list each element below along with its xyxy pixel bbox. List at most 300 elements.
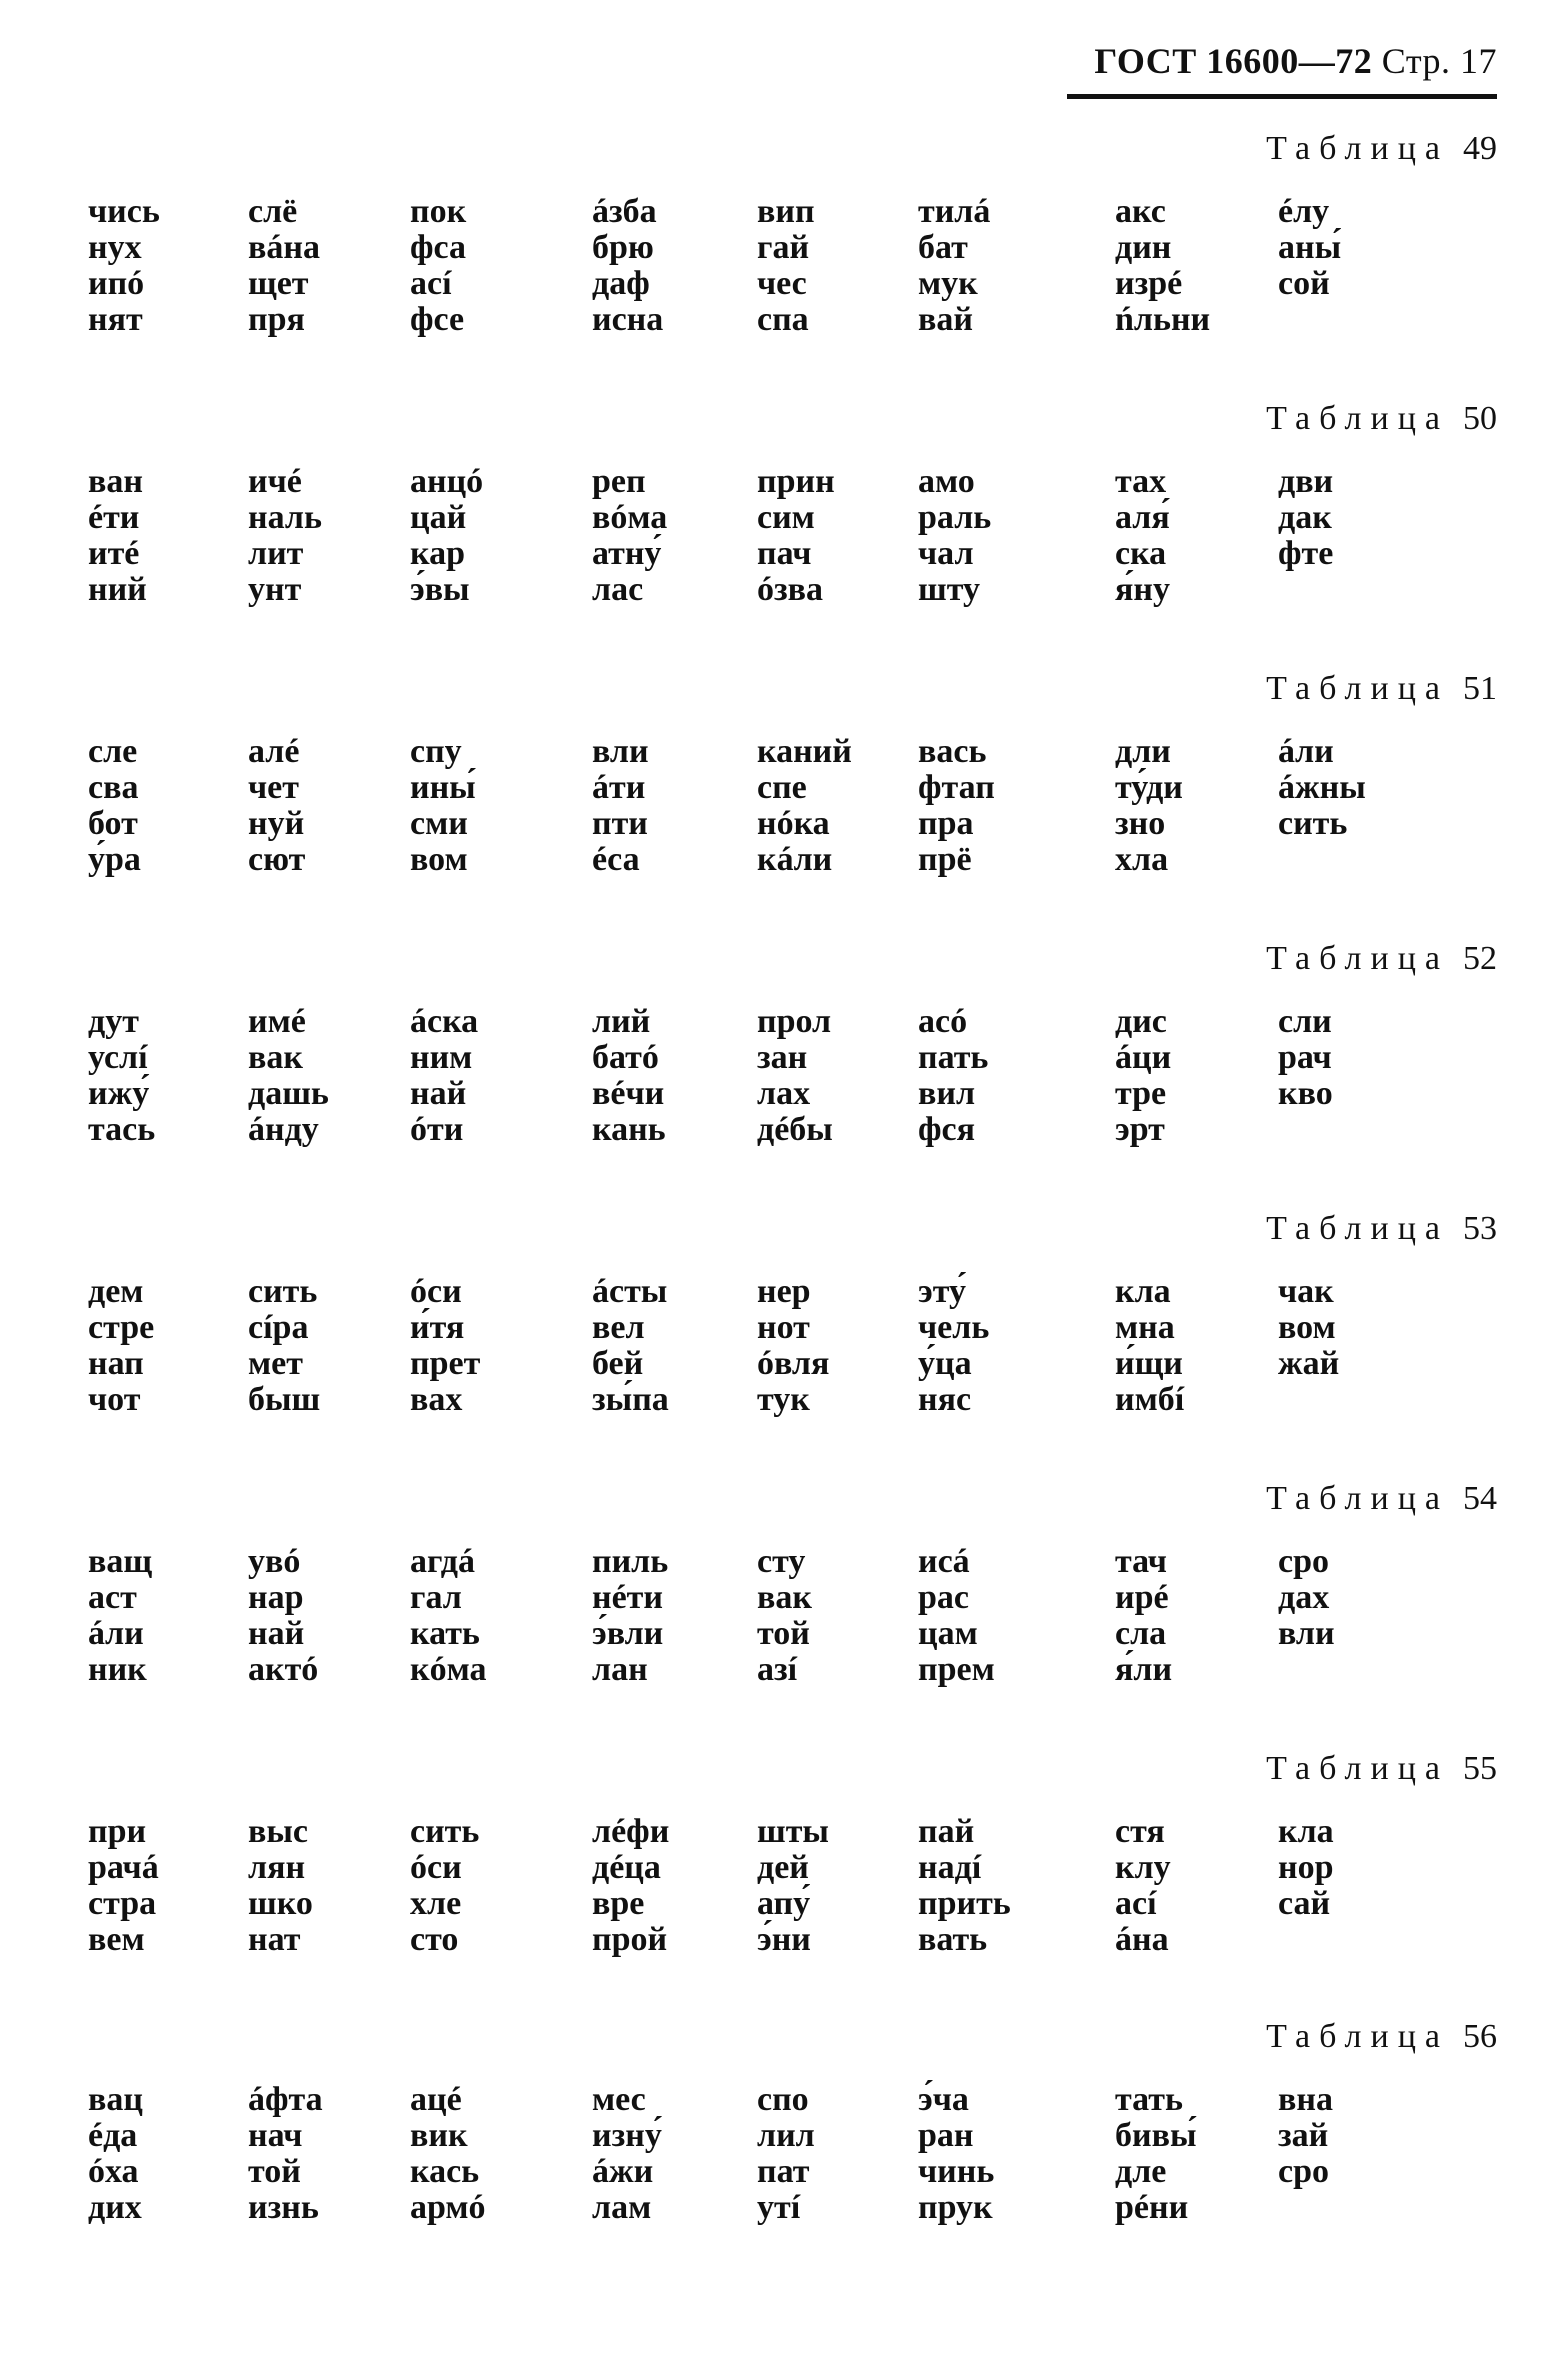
table-cell: нар xyxy=(248,1579,304,1616)
table-caption-number: 49 xyxy=(1463,130,1497,167)
table-caption-label: Таблица xyxy=(1266,400,1449,437)
table-caption xyxy=(1266,670,1497,708)
table-cell: áли xyxy=(1278,733,1334,770)
table-cell: áли xyxy=(88,1615,144,1652)
table-cell: зно xyxy=(1115,805,1166,842)
page-header xyxy=(1094,40,1497,82)
table-cell: кась xyxy=(410,2153,480,2190)
header-rule xyxy=(1067,94,1497,99)
table-cell: óха xyxy=(88,2153,139,2190)
word-table xyxy=(0,940,1555,1180)
table-cell: ирé xyxy=(1115,1579,1169,1616)
word-table xyxy=(0,130,1555,370)
table-cell: ник xyxy=(88,1651,147,1688)
table-cell: мна xyxy=(1115,1309,1175,1346)
table-cell: éда xyxy=(88,2117,138,2154)
table-cell: э́ни xyxy=(757,1921,811,1958)
table-cell: рач xyxy=(1278,1039,1332,1076)
table-cell: алé xyxy=(248,733,300,770)
table-row xyxy=(0,1886,1555,1922)
table-cell: тре xyxy=(1115,1075,1167,1112)
table-cell: асó xyxy=(918,1003,968,1040)
table-cell: дéца xyxy=(592,1849,661,1886)
table-cell: брю xyxy=(592,229,654,266)
table-cell: дин xyxy=(1115,229,1172,266)
standard-number: ГОСТ 16600—72 xyxy=(1094,41,1373,81)
table-cell: шту xyxy=(918,571,980,608)
table-cell: шко xyxy=(248,1885,313,1922)
table-cell: лян xyxy=(248,1849,306,1886)
table-cell: вац xyxy=(88,2081,143,2118)
table-cell: актó xyxy=(248,1651,319,1688)
table-row xyxy=(0,1076,1555,1112)
table-row xyxy=(0,2118,1555,2154)
table-cell: дис xyxy=(1115,1003,1167,1040)
table-cell: áжи xyxy=(592,2153,654,2190)
table-cell: сай xyxy=(1278,1885,1331,1922)
table-cell: вли xyxy=(1278,1615,1335,1652)
word-table xyxy=(0,1210,1555,1450)
table-cell: áти xyxy=(592,769,646,806)
table-cell: сла xyxy=(1115,1615,1167,1652)
table-cell: наль xyxy=(248,499,322,536)
table-cell: вать xyxy=(918,1921,988,1958)
table-row xyxy=(0,770,1555,806)
table-cell: нор xyxy=(1278,1849,1334,1886)
table-cell: прё xyxy=(918,841,972,878)
table-row xyxy=(0,464,1555,500)
table-cell: дле xyxy=(1115,2153,1167,2190)
table-cell: эту́ xyxy=(918,1273,966,1310)
table-cell: нер xyxy=(757,1273,811,1310)
table-cell: клу xyxy=(1115,1849,1171,1886)
table-cell: стре xyxy=(88,1309,155,1346)
table-cell: вай xyxy=(918,301,973,338)
table-row xyxy=(0,2154,1555,2190)
table-cell: я́ну xyxy=(1115,571,1170,608)
table-cell: вак xyxy=(248,1039,303,1076)
table-cell: пти xyxy=(592,805,648,842)
table-cell: ипó xyxy=(88,265,145,302)
table-cell: выс xyxy=(248,1813,308,1850)
table-cell: нап xyxy=(88,1345,144,1382)
table-cell: чель xyxy=(918,1309,990,1346)
table-cell: сто xyxy=(410,1921,459,1958)
table-cell: вил xyxy=(918,1075,976,1112)
table-cell: надí xyxy=(918,1849,982,1886)
table-cell: вéчи xyxy=(592,1075,665,1112)
table-cell: ван xyxy=(88,463,143,500)
table-cell: ска xyxy=(1115,535,1167,572)
table-cell: исна xyxy=(592,301,664,338)
table-row xyxy=(0,1922,1555,1958)
table-cell: ací xyxy=(410,265,452,302)
table-cell: вем xyxy=(88,1921,145,1958)
table-row xyxy=(0,1616,1555,1652)
table-cell: я́ли xyxy=(1115,1651,1173,1688)
table-cell: кать xyxy=(410,1615,480,1652)
table-caption-number: 56 xyxy=(1463,2018,1497,2055)
table-cell: нуй xyxy=(248,805,305,842)
table-cell: аст xyxy=(88,1579,137,1616)
table-cell: сить xyxy=(248,1273,318,1310)
table-cell: кла xyxy=(1115,1273,1171,1310)
table-cell: э́вли xyxy=(592,1615,664,1652)
table-cell: сли xyxy=(1278,1003,1332,1040)
word-table xyxy=(0,1480,1555,1720)
table-cell: увó xyxy=(248,1543,301,1580)
table-cell: ващ xyxy=(88,1543,153,1580)
table-cell: быш xyxy=(248,1381,321,1418)
table-cell: изнь xyxy=(248,2189,319,2226)
table-cell: слё xyxy=(248,193,298,230)
table-cell: и́щи xyxy=(1115,1345,1183,1382)
table-cell: сва xyxy=(88,769,139,806)
table-caption-number: 54 xyxy=(1463,1480,1497,1517)
table-row xyxy=(0,1274,1555,1310)
table-caption xyxy=(1266,130,1497,168)
table-cell: нот xyxy=(757,1309,810,1346)
table-cell: сить xyxy=(1278,805,1348,842)
table-cell: вел xyxy=(592,1309,645,1346)
table-cell: лах xyxy=(757,1075,811,1112)
table-row xyxy=(0,1040,1555,1076)
table-cell: нóка xyxy=(757,805,830,842)
table-cell: спо xyxy=(757,2081,809,2118)
table-cell: áна xyxy=(1115,1921,1169,1958)
table-cell: бивы́ xyxy=(1115,2117,1197,2154)
table-row xyxy=(0,1850,1555,1886)
table-cell: вак xyxy=(757,1579,812,1616)
table-cell: ним xyxy=(410,1039,473,1076)
table-cell: áсты xyxy=(592,1273,668,1310)
table-cell: лам xyxy=(592,2189,652,2226)
table-cell: сíра xyxy=(248,1309,309,1346)
table-cell: áска xyxy=(410,1003,479,1040)
table-cell: лан xyxy=(592,1651,648,1688)
table-cell: при xyxy=(88,1813,147,1850)
table-row xyxy=(0,1112,1555,1148)
table-cell: гал xyxy=(410,1579,462,1616)
table-cell: сле xyxy=(88,733,138,770)
table-cell: э́вы xyxy=(410,571,470,608)
table-cell: сют xyxy=(248,841,306,878)
table-row xyxy=(0,1652,1555,1688)
page-number: Стр. 17 xyxy=(1381,41,1497,81)
table-cell: тах xyxy=(1115,463,1167,500)
table-cell: э́ча xyxy=(918,2081,969,2118)
table-caption xyxy=(1266,940,1497,978)
table-cell: чот xyxy=(88,1381,141,1418)
table-cell: ичé xyxy=(248,463,302,500)
table-cell: пра xyxy=(918,805,974,842)
table-cell: зай xyxy=(1278,2117,1329,2154)
table-cell: пиль xyxy=(592,1543,669,1580)
table-cell: чись xyxy=(88,193,160,230)
table-cell: най xyxy=(410,1075,467,1112)
table-cell: тать xyxy=(1115,2081,1183,2118)
table-caption-number: 50 xyxy=(1463,400,1497,437)
table-cell: вах xyxy=(410,1381,463,1418)
word-table xyxy=(0,670,1555,910)
table-cell: той xyxy=(757,1615,810,1652)
table-cell: óзва xyxy=(757,571,824,608)
table-cell: чет xyxy=(248,769,299,806)
table-cell: фте xyxy=(1278,535,1334,572)
word-table xyxy=(0,1750,1555,1990)
table-row xyxy=(0,842,1555,878)
table-row xyxy=(0,572,1555,608)
table-cell: вик xyxy=(410,2117,468,2154)
table-cell: акс xyxy=(1115,193,1166,230)
table-cell: услí xyxy=(88,1039,148,1076)
table-cell: пок xyxy=(410,193,467,230)
table-cell: атну́ xyxy=(592,535,662,572)
table-cell: дах xyxy=(1278,1579,1330,1616)
table-cell: фсе xyxy=(410,301,465,338)
table-caption xyxy=(1266,2018,1497,2056)
table-cell: óси xyxy=(410,1849,462,1886)
table-cell: дут xyxy=(88,1003,139,1040)
table-cell: тач xyxy=(1115,1543,1167,1580)
table-cell: áфта xyxy=(248,2081,323,2118)
table-cell: ний xyxy=(88,571,147,608)
table-cell: мес xyxy=(592,2081,646,2118)
table-cell: каний xyxy=(757,733,852,770)
table-cell: пат xyxy=(757,2153,810,2190)
table-cell: дей xyxy=(757,1849,809,1886)
table-row xyxy=(0,230,1555,266)
table-cell: лит xyxy=(248,535,304,572)
table-cell: фтап xyxy=(918,769,995,806)
table-cell: ací xyxy=(1115,1885,1157,1922)
table-cell: ацé xyxy=(410,2081,462,2118)
table-cell: стя xyxy=(1115,1813,1165,1850)
table-cell: тилá xyxy=(918,193,991,230)
table-caption-label: Таблица xyxy=(1266,670,1449,707)
table-cell: сро xyxy=(1278,2153,1329,2190)
table-caption xyxy=(1266,1750,1497,1788)
table-cell: тась xyxy=(88,1111,156,1148)
table-row xyxy=(0,806,1555,842)
table-cell: рас xyxy=(918,1579,969,1616)
table-cell: цай xyxy=(410,499,467,536)
table-cell: аны́ xyxy=(1278,229,1342,266)
table-cell: най xyxy=(248,1615,305,1652)
table-cell: имбí xyxy=(1115,1381,1185,1418)
table-cell: дем xyxy=(88,1273,144,1310)
table-caption-label: Таблица xyxy=(1266,1750,1449,1787)
table-cell: дак xyxy=(1278,499,1332,536)
table-cell: азí xyxy=(757,1651,798,1688)
table-cell: фса xyxy=(410,229,467,266)
table-cell: прук xyxy=(918,2189,993,2226)
table-cell: сим xyxy=(757,499,815,536)
table-caption xyxy=(1266,1480,1497,1518)
table-cell: исá xyxy=(918,1543,970,1580)
table-cell: нят xyxy=(88,301,143,338)
table-caption-label: Таблица xyxy=(1266,2018,1449,2055)
table-cell: спа xyxy=(757,301,809,338)
table-cell: у́ра xyxy=(88,841,141,878)
table-cell: лий xyxy=(592,1003,651,1040)
table-cell: шты xyxy=(757,1813,829,1850)
table-cell: вась xyxy=(918,733,987,770)
table-cell: óти xyxy=(410,1111,464,1148)
table-cell: пать xyxy=(918,1039,989,1076)
table-cell: нух xyxy=(88,229,142,266)
table-cell: ижу́ xyxy=(88,1075,150,1112)
table-cell: áнду xyxy=(248,1111,319,1148)
table-cell: вре xyxy=(592,1885,645,1922)
table-cell: тук xyxy=(757,1381,810,1418)
table-cell: áзба xyxy=(592,193,657,230)
table-cell: пай xyxy=(918,1813,975,1850)
table-cell: раль xyxy=(918,499,992,536)
table-cell: áци xyxy=(1115,1039,1172,1076)
table-cell: вом xyxy=(1278,1309,1336,1346)
table-cell: дих xyxy=(88,2189,142,2226)
table-cell: жай xyxy=(1278,1345,1340,1382)
table-cell: прет xyxy=(410,1345,481,1382)
table-cell: чинь xyxy=(918,2153,995,2190)
table-cell: итé xyxy=(88,535,140,572)
table-cell: спе xyxy=(757,769,807,806)
table-cell: вáна xyxy=(248,229,320,266)
table-row xyxy=(0,500,1555,536)
table-cell: батó xyxy=(592,1039,659,1076)
table-cell: кань xyxy=(592,1111,666,1148)
table-cell: бат xyxy=(918,229,968,266)
table-cell: нéти xyxy=(592,1579,663,1616)
table-cell: ины́ xyxy=(410,769,476,806)
word-table xyxy=(0,400,1555,640)
table-row xyxy=(0,1544,1555,1580)
table-row xyxy=(0,266,1555,302)
table-row xyxy=(0,536,1555,572)
table-cell: сту xyxy=(757,1543,806,1580)
table-cell: прол xyxy=(757,1003,832,1040)
table-cell: прить xyxy=(918,1885,1011,1922)
table-cell: вóма xyxy=(592,499,668,536)
table-cell: апу́ xyxy=(757,1885,811,1922)
table-cell: прин xyxy=(757,463,835,500)
table-row xyxy=(0,1382,1555,1418)
table-cell: сро xyxy=(1278,1543,1329,1580)
table-cell: вом xyxy=(410,841,468,878)
table-cell: пач xyxy=(757,535,812,572)
table-cell: лéфи xyxy=(592,1813,670,1850)
table-cell: хле xyxy=(410,1885,462,1922)
table-cell: няс xyxy=(918,1381,972,1418)
table-cell: анцó xyxy=(410,463,484,500)
table-row xyxy=(0,1346,1555,1382)
table-cell: кла xyxy=(1278,1813,1334,1850)
table-cell: даф xyxy=(592,265,650,302)
table-cell: хла xyxy=(1115,841,1169,878)
table-cell: áжны xyxy=(1278,769,1366,806)
table-cell: мук xyxy=(918,265,978,302)
table-cell: гай xyxy=(757,229,810,266)
table-cell: óси xyxy=(410,1273,462,1310)
word-table xyxy=(0,2018,1555,2258)
table-cell: щет xyxy=(248,265,309,302)
table-cell: и́тя xyxy=(410,1309,465,1346)
table-caption-label: Таблица xyxy=(1266,1210,1449,1247)
table-cell: éса xyxy=(592,841,640,878)
table-cell: дéбы xyxy=(757,1111,833,1148)
table-cell: прем xyxy=(918,1651,995,1688)
table-cell: éлу xyxy=(1278,193,1330,230)
table-caption-number: 52 xyxy=(1463,940,1497,977)
table-cell: цам xyxy=(918,1615,978,1652)
table-row xyxy=(0,1004,1555,1040)
table-cell: утí xyxy=(757,2189,801,2226)
table-cell: кóма xyxy=(410,1651,487,1688)
table-cell: прой xyxy=(592,1921,668,1958)
table-cell: кар xyxy=(410,535,465,572)
table-caption-label: Таблица xyxy=(1266,130,1449,167)
table-cell: вли xyxy=(592,733,649,770)
table-cell: агдá xyxy=(410,1543,475,1580)
table-row xyxy=(0,2190,1555,2226)
table-cell: спу xyxy=(410,733,462,770)
table-cell: чак xyxy=(1278,1273,1334,1310)
table-cell: эрт xyxy=(1115,1111,1165,1148)
table-cell: ńльни xyxy=(1115,301,1211,338)
table-cell: бот xyxy=(88,805,138,842)
table-cell: рéни xyxy=(1115,2189,1189,2226)
table-cell: нат xyxy=(248,1921,301,1958)
table-cell: рачá xyxy=(88,1849,159,1886)
table-caption xyxy=(1266,400,1497,438)
table-cell: зы́па xyxy=(592,1381,669,1418)
table-cell: изну́ xyxy=(592,2117,662,2154)
table-cell: ту́ди xyxy=(1115,769,1183,806)
table-caption-number: 53 xyxy=(1463,1210,1497,1247)
table-row xyxy=(0,734,1555,770)
table-cell: чал xyxy=(918,535,974,572)
table-row xyxy=(0,1310,1555,1346)
table-caption-label: Таблица xyxy=(1266,940,1449,977)
table-cell: нач xyxy=(248,2117,303,2154)
table-cell: дви xyxy=(1278,463,1334,500)
table-cell: дашь xyxy=(248,1075,329,1112)
table-caption-label: Таблица xyxy=(1266,1480,1449,1517)
table-cell: у́ца xyxy=(918,1345,972,1382)
table-caption-number: 55 xyxy=(1463,1750,1497,1787)
table-cell: óвля xyxy=(757,1345,830,1382)
table-cell: изрé xyxy=(1115,265,1183,302)
table-cell: имé xyxy=(248,1003,306,1040)
table-cell: ран xyxy=(918,2117,974,2154)
table-cell: кáли xyxy=(757,841,833,878)
table-cell: армó xyxy=(410,2189,486,2226)
table-cell: бей xyxy=(592,1345,644,1382)
table-cell: éти xyxy=(88,499,140,536)
table-cell: мет xyxy=(248,1345,303,1382)
table-cell: лил xyxy=(757,2117,815,2154)
table-cell: сой xyxy=(1278,265,1330,302)
table-cell: реп xyxy=(592,463,646,500)
table-cell: амо xyxy=(918,463,975,500)
table-cell: кво xyxy=(1278,1075,1333,1112)
table-cell: фся xyxy=(918,1111,976,1148)
table-row xyxy=(0,194,1555,230)
table-cell: вип xyxy=(757,193,815,230)
table-row xyxy=(0,1580,1555,1616)
table-cell: сить xyxy=(410,1813,480,1850)
